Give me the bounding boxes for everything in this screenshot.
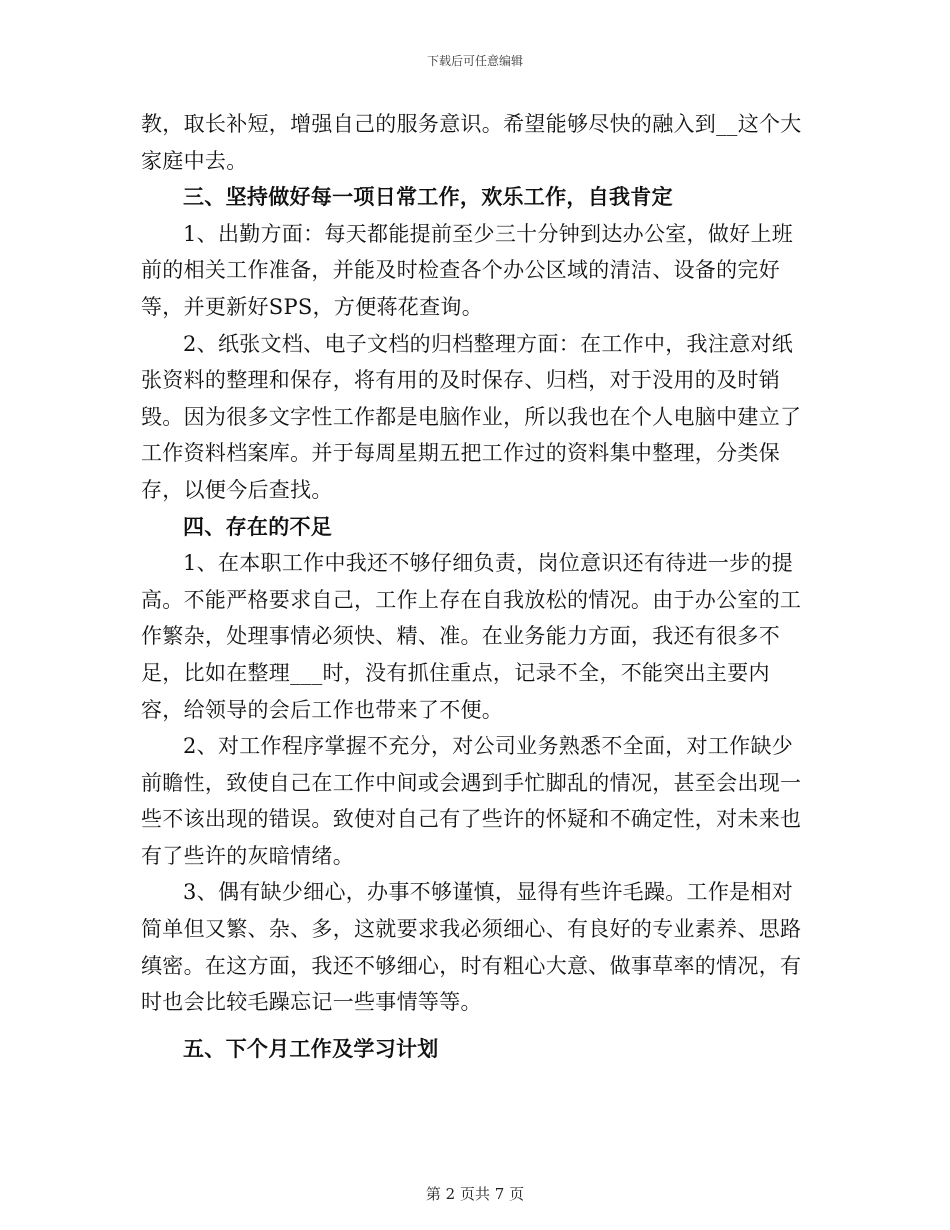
paragraph-shortcoming-3: 3、偶有缺少细心，办事不够谨慎，显得有些许毛躁。工作是相对简单但又繁、杂、多，这就要求我必须细心、有良好的专业素养、思路缜密。在这方面，我还不够细心，时有粗心大意、做事草率的情况，有时也会比较毛躁忘记一些事情等等。 (141, 880, 802, 1015)
document-body (141, 106, 809, 1067)
paragraph-shortcoming-2: 2、对工作程序掌握不充分，对公司业务熟悉不全面，对工作缺少前瞻性，致使自己在工作中间或会遇到手忙脚乱的情况，甚至会出现一些不该出现的错误。致使对自己有了些许的怀疑和不确定性，对未来也有了些许的灰暗情绪。 (141, 734, 802, 868)
paragraph-shortcoming-1: 1、在本职工作中我还不够仔细负责，岗位意识还有待进一步的提高。不能严格要求自己，工作上存在自我放松的情况。由于办公室的工作繁杂，处理事情必须快、精、准。在业务能力方面，我还有很多不足，比如在整理___时，没有抓住重点，记录不全，不能突出主要内容，给领导的会后工作也带来了不便。 (141, 551, 802, 722)
paragraph-continuation: 教，取长补短，增强自己的服务意识。希望能够尽快的融入到__这个大家庭中去。 (141, 112, 802, 173)
section-heading-4: 四、存在的不足 (183, 513, 333, 539)
page-footer: 第 2 页共 7 页 (425, 1185, 525, 1203)
section-heading-5: 五、下个月工作及学习计划 (183, 1035, 439, 1061)
section-heading-3: 三、坚持做好每一项日常工作，欢乐工作，自我肯定 (183, 184, 673, 210)
paragraph-archiving: 2、纸张文档、电子文档的归档整理方面：在工作中，我注意对纸张资料的整理和保存，将有用的及时保存、归档，对于没用的及时销毁。因为很多文字性工作都是电脑作业，所以我也在个人电脑中建立了工作资料档案库。并于每周星期五把工作过的资料集中整理，分类保存，以便今后查找。 (141, 331, 802, 502)
section-spacer (141, 1021, 809, 1031)
paragraph-attendance: 1、出勤方面：每天都能提前至少三十分钟到达办公室，做好上班前的相关工作准备，并能及时检查各个办公区域的清洁、设备的完好等，并更新好SPS，方便蒋花查询。 (141, 221, 794, 319)
page-header: 下载后可任意编辑 (426, 54, 523, 68)
